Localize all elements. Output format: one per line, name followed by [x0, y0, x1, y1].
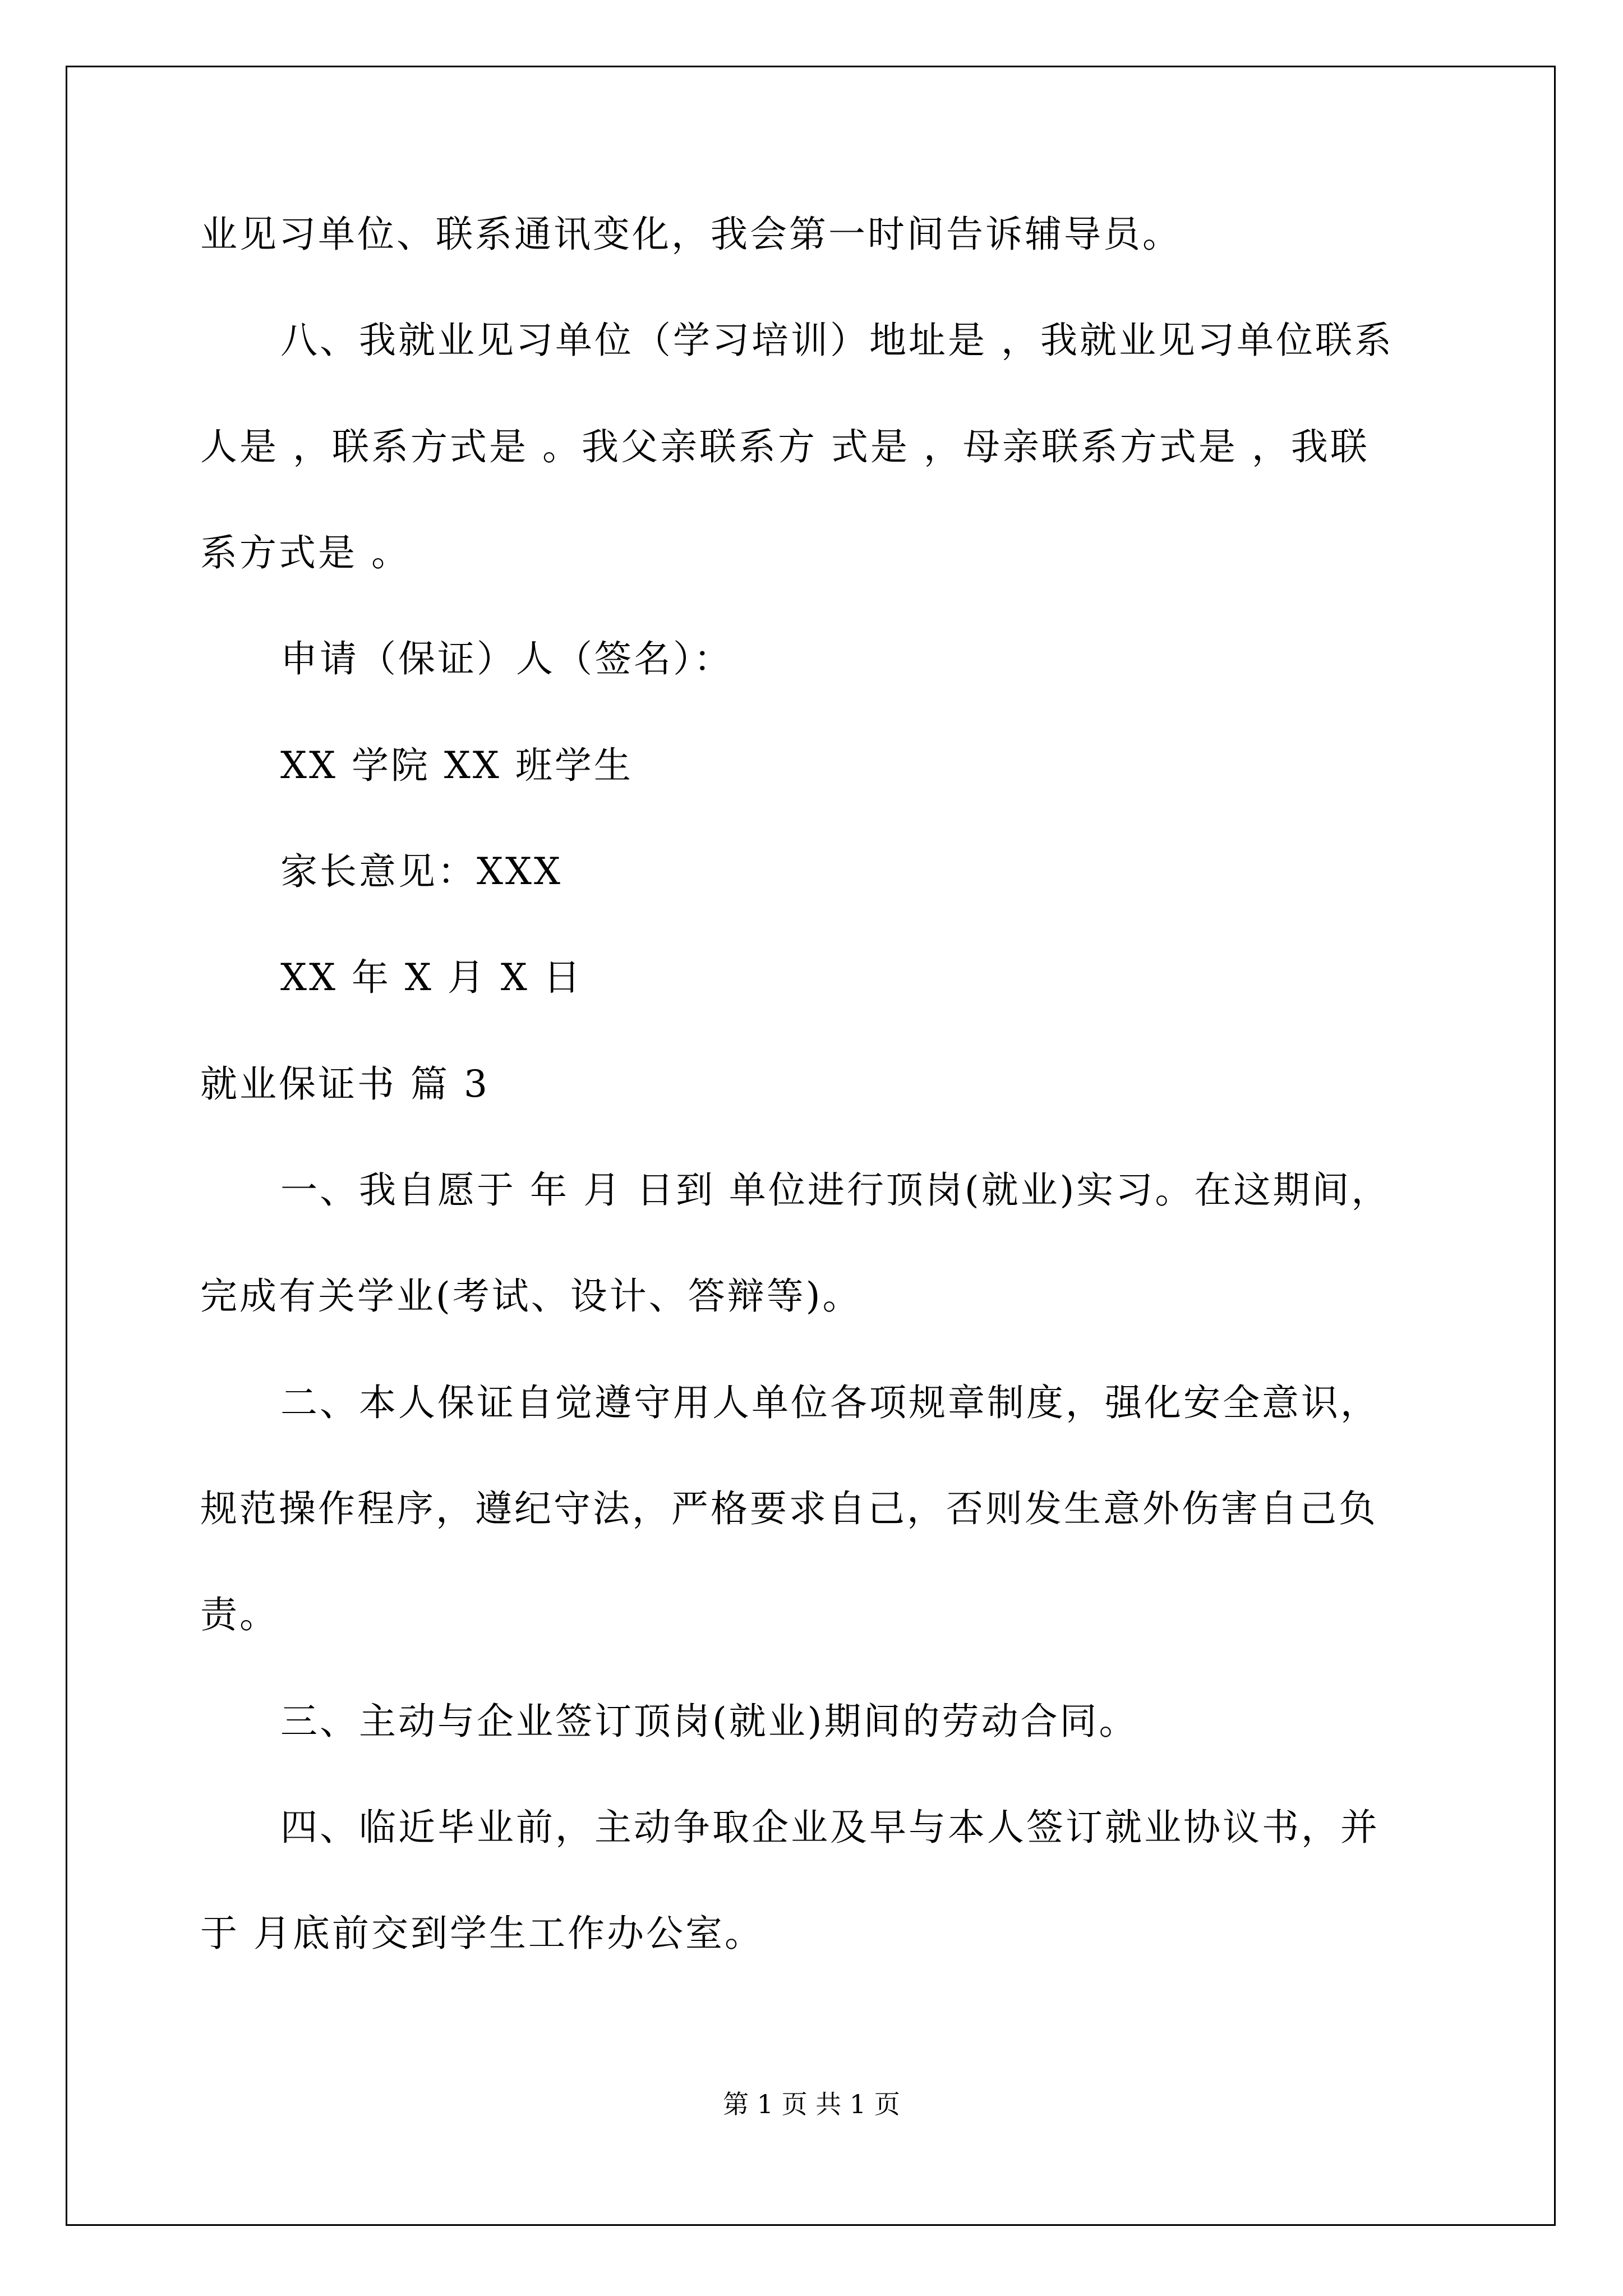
paragraph-line: 规范操作程序，遵纪守法，严格要求自己，否则发生意外伤害自己负: [200, 1487, 1378, 1530]
paragraph-line: 四、临近毕业前，主动争取企业及早与本人签订就业协议书，并: [280, 1806, 1380, 1849]
paragraph-line: 系方式是 。: [200, 531, 411, 574]
paragraph-line: 三、主动与企业签订顶岗(就业)期间的劳动合同。: [280, 1700, 1138, 1743]
page-number-footer: 第 1 页 共 1 页: [723, 2089, 900, 2119]
paragraph-line: 业见习单位、联系通讯变化，我会第一时间告诉辅导员。: [200, 213, 1182, 256]
paragraph-line: 一、我自愿于 年 月 日到 单位进行顶岗(就业)实习。在这期间，: [280, 1168, 1391, 1212]
page-border: [66, 66, 1556, 2226]
paragraph-line: 八、我就业见习单位（学习培训）地址是 ，我就业见习单位联系: [280, 319, 1394, 362]
parent-opinion: 家长意见：XXX: [280, 850, 562, 893]
signature-label: 申请（保证）人（签名）：: [280, 637, 733, 680]
paragraph-line: 完成有关学业(考试、设计、答辩等)。: [200, 1274, 862, 1318]
paragraph-line: 二、本人保证自觉遵守用人单位各项规章制度，强化安全意识，: [280, 1381, 1380, 1424]
student-line: XX 学院 XX 班学生: [280, 744, 633, 787]
paragraph-line: 于 月底前交到学生工作办公室。: [200, 1912, 764, 1955]
paragraph-line: 人是 ，联系方式是 。我父亲联系方 式是 ，母亲联系方式是 ，我联: [200, 425, 1370, 468]
section-heading: 就业保证书 篇 3: [200, 1062, 490, 1106]
paragraph-line: 责。: [200, 1593, 279, 1636]
date-line: XX 年 X 月 X 日: [280, 956, 583, 999]
